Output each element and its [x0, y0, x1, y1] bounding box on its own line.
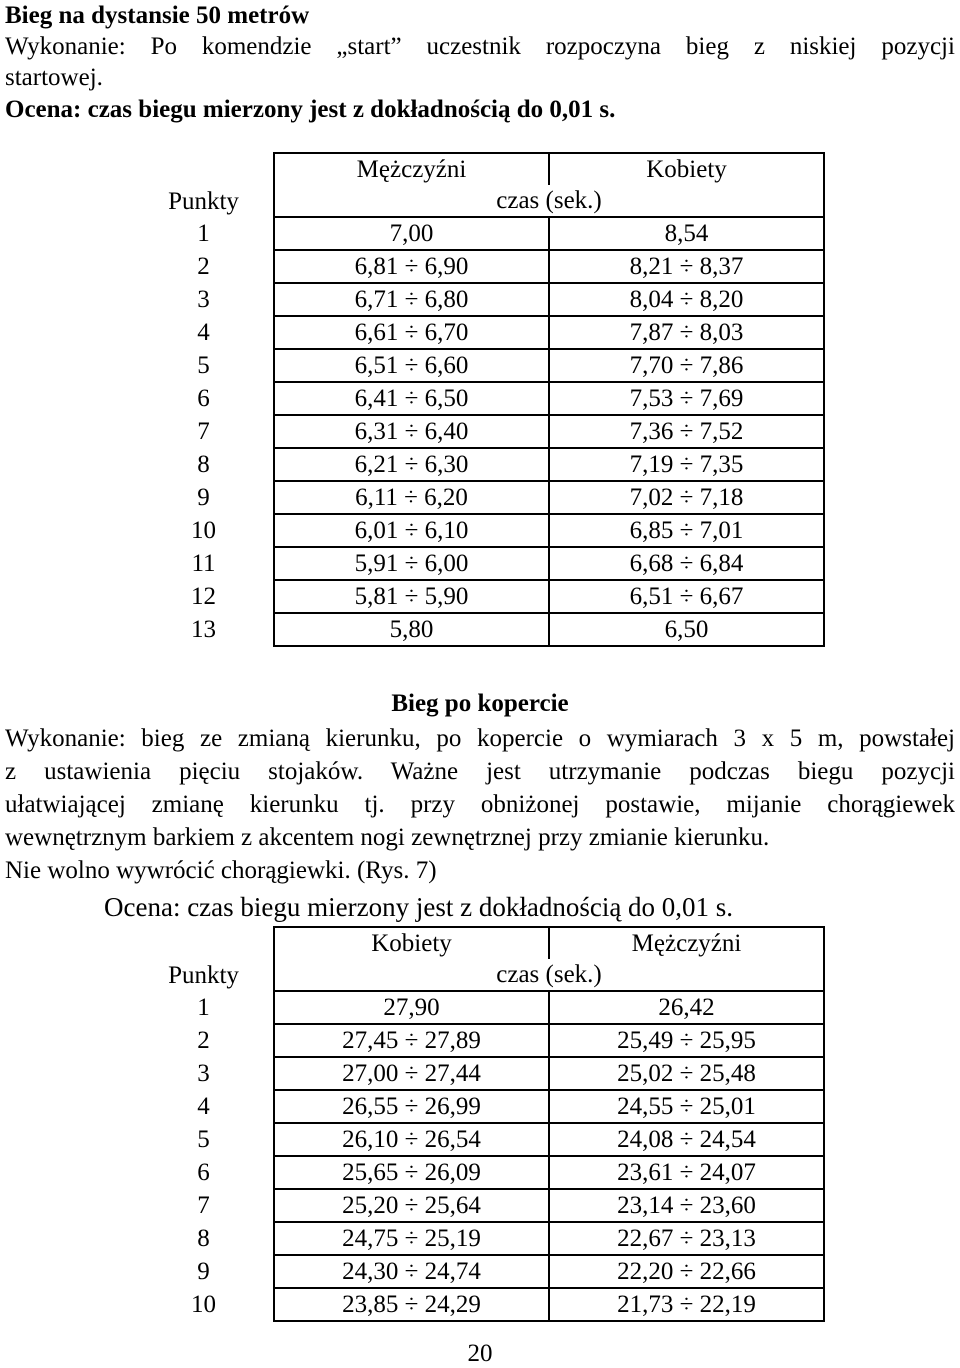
header-points: Punkty [134, 959, 274, 991]
points-cell: 9 [134, 481, 274, 514]
table-row [134, 316, 824, 349]
exec-word: komendzie [201, 33, 312, 60]
exec-word: Wykonanie: [5, 33, 126, 60]
points-cell: 13 [134, 613, 274, 646]
time-cell: 27,00 ÷ 27,44 [274, 1057, 549, 1090]
time-cell: 7,19 ÷ 7,35 [549, 448, 824, 481]
section1-exec-line2: startowej. [5, 64, 103, 91]
points-cell: 6 [134, 382, 274, 415]
points-cell: 5 [134, 349, 274, 382]
table-row [134, 1189, 824, 1222]
time-cell: 26,42 [549, 991, 824, 1024]
time-cell: 6,31 ÷ 6,40 [274, 415, 549, 448]
time-cell: 6,81 ÷ 6,90 [274, 250, 549, 283]
points-cell: 4 [134, 1090, 274, 1123]
table-row [134, 448, 824, 481]
table-row [134, 382, 824, 415]
time-cell: 7,00 [274, 217, 549, 250]
header-women: Kobiety [274, 927, 549, 959]
points-cell: 1 [134, 217, 274, 250]
time-cell: 23,85 ÷ 24,29 [274, 1288, 549, 1321]
section2-para-line3: ułatwiającej zmianę kierunku tj. przy obniżonej postawie, mijanie chorągiewek [5, 791, 955, 818]
results-table-envelope [134, 926, 825, 1322]
header-women: Kobiety [549, 153, 824, 185]
section2-para-line4: wewnętrznym barkiem z akcentem nogi zewnętrznej przy zmianie kierunku. [5, 824, 770, 851]
results-table-50m [134, 152, 825, 647]
points-cell: 10 [134, 1288, 274, 1321]
header-men: Mężczyźni [549, 927, 824, 959]
time-cell: 7,53 ÷ 7,69 [549, 382, 824, 415]
points-cell: 3 [134, 1057, 274, 1090]
header-blank [134, 153, 274, 185]
points-cell: 2 [134, 1024, 274, 1057]
exec-word: rozpoczyna [545, 33, 662, 60]
section2-title: Bieg po kopercie [391, 690, 569, 717]
table-row [134, 1057, 824, 1090]
time-cell: 22,67 ÷ 23,13 [549, 1222, 824, 1255]
table-row [134, 1288, 824, 1321]
exec-word: „start” [336, 33, 402, 60]
time-cell: 7,36 ÷ 7,52 [549, 415, 824, 448]
table-row [134, 580, 824, 613]
section2-para-line5: Nie wolno wywrócić chorągiewki. (Rys. 7) [5, 857, 437, 884]
time-cell: 6,41 ÷ 6,50 [274, 382, 549, 415]
time-cell: 7,02 ÷ 7,18 [549, 481, 824, 514]
table-row [134, 349, 824, 382]
time-cell: 6,68 ÷ 6,84 [549, 547, 824, 580]
table-row [134, 991, 824, 1024]
time-cell: 21,73 ÷ 22,19 [549, 1288, 824, 1321]
time-cell: 26,10 ÷ 26,54 [274, 1123, 549, 1156]
time-cell: 25,20 ÷ 25,64 [274, 1189, 549, 1222]
points-cell: 8 [134, 1222, 274, 1255]
header-points: Punkty [134, 185, 274, 217]
table-row [134, 1024, 824, 1057]
table-row [134, 1090, 824, 1123]
section1-rating: Ocena: czas biegu mierzony jest z dokładnością do 0,01 s. [5, 96, 616, 123]
table-row [134, 481, 824, 514]
time-cell: 25,49 ÷ 25,95 [549, 1024, 824, 1057]
header-time: czas (sek.) [274, 185, 824, 217]
time-cell: 6,61 ÷ 6,70 [274, 316, 549, 349]
time-cell: 6,11 ÷ 6,20 [274, 481, 549, 514]
table-row [134, 415, 824, 448]
time-cell: 5,80 [274, 613, 549, 646]
section2-para-line2: z ustawienia pięciu stojaków. Ważne jest utrzymanie podczas biegu pozycji [5, 758, 955, 785]
header-time: czas (sek.) [274, 959, 824, 991]
time-cell: 24,55 ÷ 25,01 [549, 1090, 824, 1123]
time-cell: 7,70 ÷ 7,86 [549, 349, 824, 382]
time-cell: 8,04 ÷ 8,20 [549, 283, 824, 316]
page-number: 20 [467, 1340, 493, 1367]
header-blank [134, 927, 274, 959]
points-cell: 1 [134, 991, 274, 1024]
points-cell: 11 [134, 547, 274, 580]
table-row [134, 547, 824, 580]
section1-title: Bieg na dystansie 50 metrów [5, 2, 310, 29]
table-row [134, 514, 824, 547]
points-cell: 12 [134, 580, 274, 613]
section2-rating: Ocena: czas biegu mierzony jest z dokładnością do 0,01 s. [104, 892, 734, 922]
time-cell: 24,75 ÷ 25,19 [274, 1222, 549, 1255]
table-row [134, 1255, 824, 1288]
table-row [134, 1123, 824, 1156]
table-row [134, 1222, 824, 1255]
points-cell: 9 [134, 1255, 274, 1288]
points-cell: 6 [134, 1156, 274, 1189]
exec-word: z [753, 33, 765, 60]
exec-word: pozycji [881, 33, 955, 60]
exec-word: uczestnik [426, 33, 521, 60]
table-row [134, 250, 824, 283]
points-cell: 2 [134, 250, 274, 283]
section2-para-line1: Wykonanie: bieg ze zmianą kierunku, po kopercie o wymiarach 3 x 5 m, powstałej [5, 725, 955, 752]
points-cell: 3 [134, 283, 274, 316]
time-cell: 26,55 ÷ 26,99 [274, 1090, 549, 1123]
time-cell: 24,08 ÷ 24,54 [549, 1123, 824, 1156]
time-cell: 6,85 ÷ 7,01 [549, 514, 824, 547]
table-row [134, 217, 824, 250]
time-cell: 27,90 [274, 991, 549, 1024]
time-cell: 5,81 ÷ 5,90 [274, 580, 549, 613]
time-cell: 6,01 ÷ 6,10 [274, 514, 549, 547]
time-cell: 27,45 ÷ 27,89 [274, 1024, 549, 1057]
points-cell: 7 [134, 1189, 274, 1222]
points-cell: 5 [134, 1123, 274, 1156]
exec-word: niskiej [789, 33, 857, 60]
time-cell: 23,61 ÷ 24,07 [549, 1156, 824, 1189]
points-cell: 8 [134, 448, 274, 481]
exec-word: Po [150, 33, 177, 60]
section1-exec-line1 [5, 33, 955, 61]
points-cell: 4 [134, 316, 274, 349]
time-cell: 25,65 ÷ 26,09 [274, 1156, 549, 1189]
time-cell: 25,02 ÷ 25,48 [549, 1057, 824, 1090]
exec-word: bieg [685, 33, 729, 60]
time-cell: 6,21 ÷ 6,30 [274, 448, 549, 481]
points-cell: 10 [134, 514, 274, 547]
time-cell: 8,54 [549, 217, 824, 250]
time-cell: 7,87 ÷ 8,03 [549, 316, 824, 349]
time-cell: 8,21 ÷ 8,37 [549, 250, 824, 283]
points-cell: 7 [134, 415, 274, 448]
table-row [134, 1156, 824, 1189]
table-row [134, 613, 824, 646]
time-cell: 23,14 ÷ 23,60 [549, 1189, 824, 1222]
time-cell: 5,91 ÷ 6,00 [274, 547, 549, 580]
time-cell: 6,71 ÷ 6,80 [274, 283, 549, 316]
table-row [134, 283, 824, 316]
time-cell: 6,51 ÷ 6,60 [274, 349, 549, 382]
time-cell: 22,20 ÷ 22,66 [549, 1255, 824, 1288]
time-cell: 6,51 ÷ 6,67 [549, 580, 824, 613]
time-cell: 6,50 [549, 613, 824, 646]
time-cell: 24,30 ÷ 24,74 [274, 1255, 549, 1288]
header-men: Mężczyźni [274, 153, 549, 185]
